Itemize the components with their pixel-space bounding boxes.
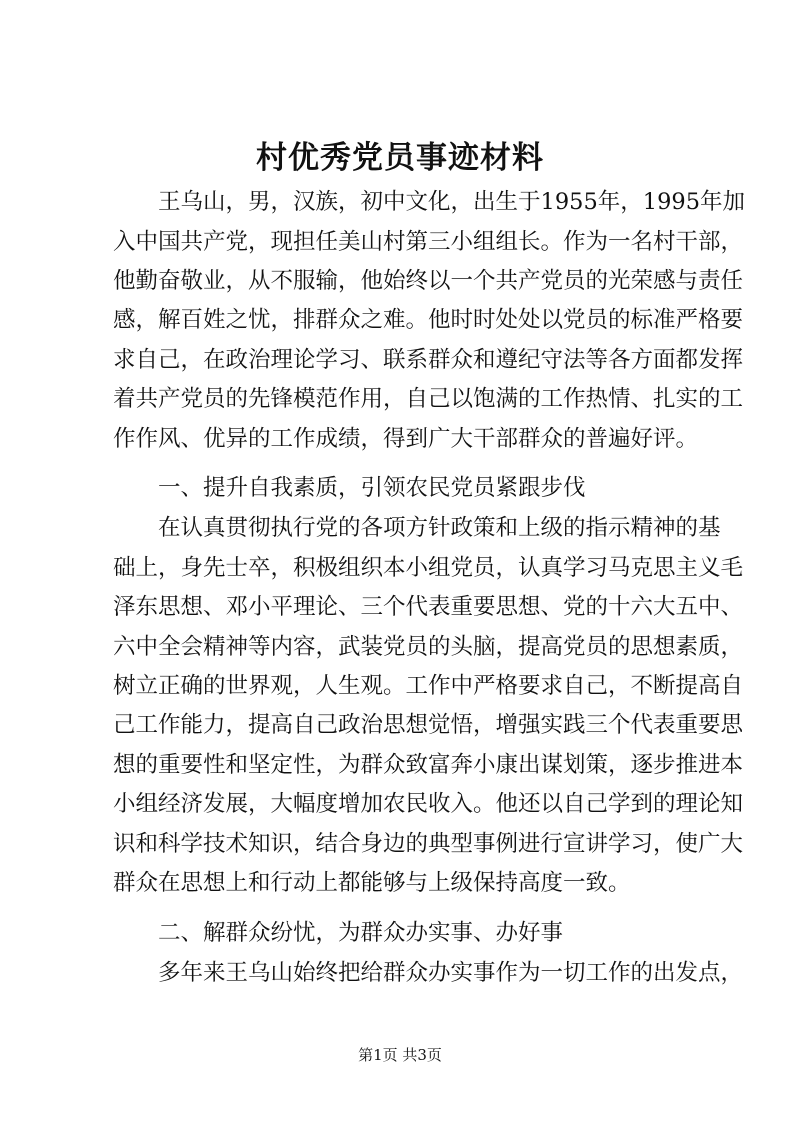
- text-line: 入中国共产党，现担任美山村第三小组组长。作为一名村干部，: [113, 229, 744, 255]
- section-heading: 二、解群众纷忧，为群众办实事、办好事: [113, 920, 564, 946]
- section-heading: 一、提升自我素质，引领农民党员紧跟步伐: [113, 475, 586, 501]
- text-line: 王乌山，男，汉族，初中文化，出生于1955年，1995年加: [113, 189, 746, 215]
- text-line: 泽东思想、邓小平理论、三个代表重要思想、党的十六大五中、: [113, 594, 744, 620]
- text-line: 己工作能力，提高自己政治思想觉悟，增强实践三个代表重要思: [113, 712, 744, 738]
- text-line: 他勤奋敬业，从不服输，他始终以一个共产党员的光荣感与责任: [113, 268, 744, 294]
- text-line: 多年来王乌山始终把给群众办实事作为一切工作的出发点，: [113, 960, 744, 986]
- text-line: 求自己，在政治理论学习、联系群众和遵纪守法等各方面都发挥: [113, 347, 744, 373]
- text-line: 作作风、优异的工作成绩，得到广大干部群众的普遍好评。: [113, 426, 699, 452]
- text-line: 想的重要性和坚定性，为群众致富奔小康出谋划策，逐步推进本: [113, 752, 744, 778]
- text-line: 六中全会精神等内容，武装党员的头脑，提高党员的思想素质，: [113, 634, 744, 660]
- text-line: 群众在思想上和行动上都能够与上级保持高度一致。: [113, 870, 631, 896]
- page-footer: 第1页 共3页: [358, 1046, 442, 1064]
- text-line: 小组经济发展，大幅度增加农民收入。他还以自己学到的理论知: [113, 791, 744, 817]
- text-line: 感，解百姓之忧，排群众之难。他时时处处以党员的标准严格要: [113, 307, 744, 333]
- text-line: 着共产党员的先锋模范作用，自己以饱满的工作热情、扎实的工: [113, 386, 744, 412]
- text-line: 树立正确的世界观，人生观。工作中严格要求自己，不断提高自: [113, 673, 744, 699]
- text-line: 在认真贯彻执行党的各项方针政策和上级的指示精神的基: [113, 515, 721, 541]
- text-line: 础上，身先士卒，积极组织本小组党员，认真学习马克思主义毛: [113, 555, 744, 581]
- text-line: 识和科学技术知识，结合身边的典型事例进行宣讲学习，使广大: [113, 831, 744, 857]
- document-title: 村优秀党员事迹材料: [256, 140, 544, 176]
